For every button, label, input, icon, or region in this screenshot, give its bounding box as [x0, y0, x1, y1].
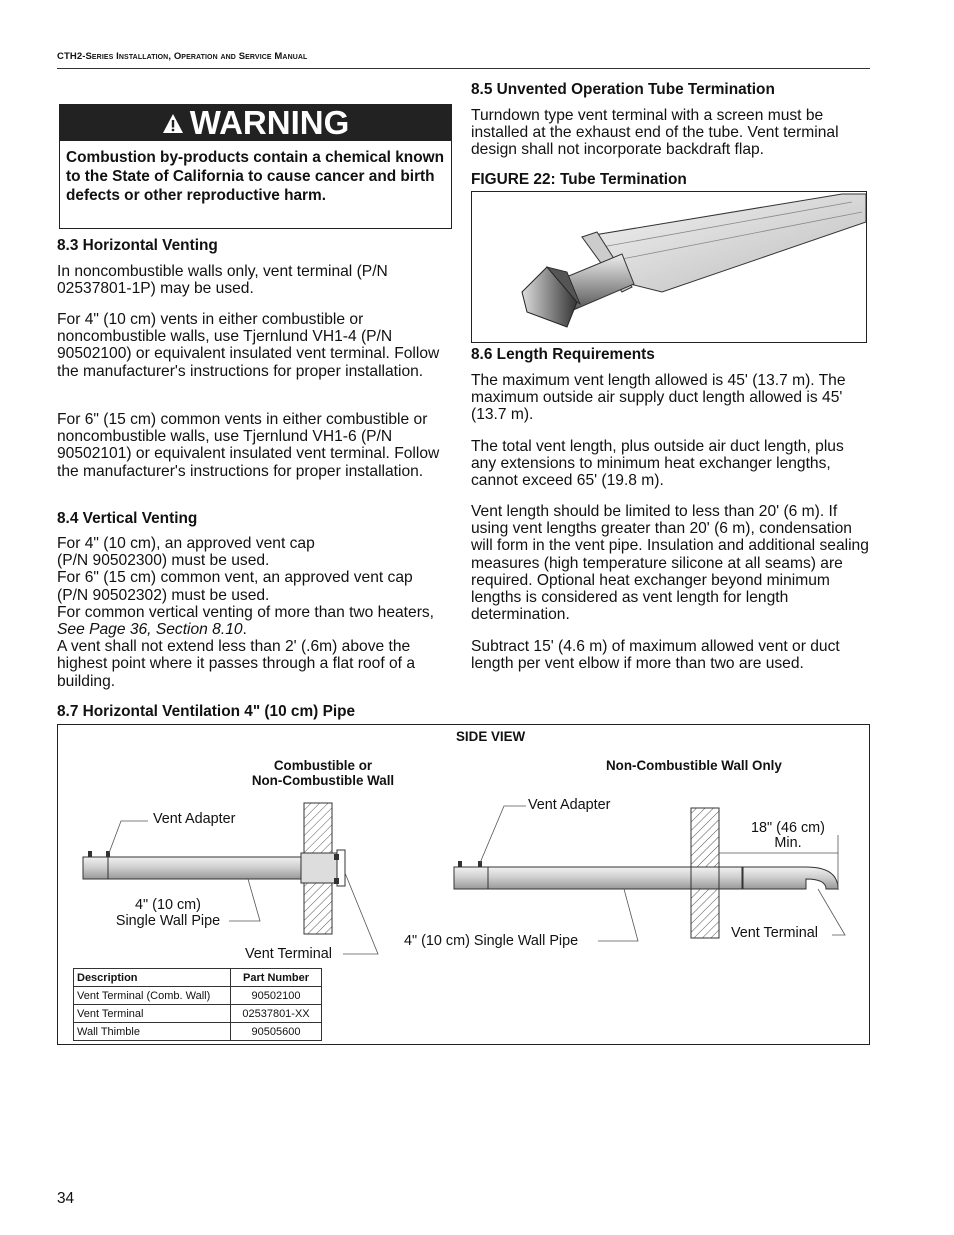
heading-8-7: 8.7 Horizontal Ventilation 4" (10 cm) Pipe — [57, 703, 356, 720]
sec85-paragraph: Turndown type vent terminal with a screen must be installed at the exhaust end of the tube. Vent terminal design shall not incorporate backdraft flap. — [471, 107, 839, 159]
sec84-line-5-text: For common vertical venting of more than two heaters, — [57, 603, 435, 621]
right-pipe-label: 4" (10 cm) Single Wall Pipe — [404, 933, 579, 949]
table-cell-description: Vent Terminal — [74, 1005, 231, 1023]
left-title-line-2: Non-Combustible Wall — [251, 773, 395, 788]
table-row — [74, 1023, 322, 1041]
sec84-line-2: (P/N 90502300) must be used. — [57, 552, 270, 570]
parts-table-header-description: Description — [74, 969, 231, 987]
table-cell-part-number: 90502100 — [231, 987, 322, 1005]
table-cell-part-number: 02537801-XX — [231, 1005, 322, 1023]
left-vent-terminal-label: Vent Terminal — [245, 946, 332, 962]
table-cell-description: Vent Terminal (Comb. Wall) — [74, 987, 231, 1005]
warning-text: Combustion by-products contain a chemical known to the State of California to cause cancer and birth defects or other reproductive harm. — [66, 149, 444, 204]
clearance-dimension-label — [742, 821, 834, 851]
heading-8-3: 8.3 Horizontal Venting — [57, 237, 218, 254]
figure-22-tube-termination — [471, 191, 867, 343]
parts-table-header-row — [74, 969, 322, 987]
header-rule — [57, 68, 870, 69]
side-view-label: SIDE VIEW — [456, 729, 526, 744]
sec86-paragraph-3: Vent length should be limited to less than 20' (6 m). If using vent lengths greater than 20' (6 m), condensation will form in the vent pipe. Insulation and additional sealing measures (high temperature silicone at all seams) are required. Optional heat exchanger beyond minimum lengths is considered as vent length for length determination. — [471, 503, 869, 624]
table-row — [74, 1005, 322, 1023]
right-vent-terminal-label: Vent Terminal — [731, 925, 818, 941]
sec86-paragraph-4: Subtract 15' (4.6 m) of maximum allowed vent or duct length per vent elbow if more than two are used. — [471, 638, 840, 673]
right-diagram-title: Non-Combustible Wall Only — [606, 758, 782, 773]
sec84-body — [57, 535, 452, 690]
warning-triangle-icon — [162, 113, 184, 134]
sec83-paragraph-2: For 4" (10 cm) vents in either combustible or noncombustible walls, use Tjernlund VH1-4 (P/N 90502100) or equivalent insulated vent terminal. Follow the manufacturer's instructions for proper installation. — [57, 311, 440, 380]
sec86-paragraph-2: The total vent length, plus outside air duct length, plus any extensions to minimum heat exchanger lengths, cannot exceed 65' (19.8 m). — [471, 438, 844, 490]
figure-22-caption: FIGURE 22: Tube Termination — [471, 171, 687, 188]
tube-termination-illustration — [472, 192, 866, 342]
cross-reference-link[interactable]: See Page 36, Section 8.10 — [57, 621, 243, 639]
clearance-dimension-line-1: 18" (46 cm) — [751, 820, 825, 836]
left-title-line-1: Combustible or — [273, 758, 373, 773]
heading-8-5: 8.5 Unvented Operation Tube Termination — [471, 81, 775, 98]
left-vent-adapter-label: Vent Adapter — [153, 811, 236, 827]
left-pipe-label — [108, 897, 228, 929]
sec84-line-5-end: . — [242, 621, 247, 639]
heading-8-6: 8.6 Length Requirements — [471, 346, 655, 363]
page-number: 34 — [57, 1190, 75, 1207]
sec83-paragraph-3: For 6" (15 cm) common vents in either combustible or noncombustible walls, use Tjernlund VH1-6 (P/N 90502101) or equivalent insulated vent terminal. Follow the manufacturer's instructions for proper installation. — [57, 411, 440, 480]
table-cell-description: Wall Thimble — [74, 1023, 231, 1041]
sec83-paragraph-1: In noncombustible walls only, vent terminal (P/N 02537801-1P) may be used. — [57, 263, 388, 298]
warning-banner — [60, 105, 451, 141]
running-header: CTH2-Series Installation, Operation and Service Manual — [57, 51, 308, 62]
sec84-line-5 — [57, 604, 452, 638]
sec86-paragraph-1: The maximum vent length allowed is 45' (13.7 m). The maximum outside air supply duct length allowed is 45' (13.7 m). — [471, 372, 846, 424]
warning-box — [59, 104, 452, 229]
clearance-dimension-line-2: Min. — [774, 835, 802, 851]
heading-8-4: 8.4 Vertical Venting — [57, 510, 198, 527]
table-cell-part-number: 90505600 — [231, 1023, 322, 1041]
sec84-line-4: (P/N 90502302) must be used. — [57, 586, 270, 604]
parts-table-header-part-number: Part Number — [231, 969, 322, 987]
table-row — [74, 987, 322, 1005]
sec84-line-6: A vent shall not extend less than 2' (.6m) above the highest point where it passes through a flat roof of a building. — [57, 638, 416, 690]
sec84-line-3: For 6" (15 cm) common vent, an approved vent cap — [57, 569, 413, 587]
parts-table — [73, 968, 322, 1041]
right-vent-adapter-label: Vent Adapter — [528, 797, 611, 813]
horizontal-ventilation-diagram — [57, 724, 870, 1045]
warning-label: WARNING — [189, 104, 350, 141]
left-pipe-label-line-2: Single Wall Pipe — [115, 913, 221, 929]
sec84-line-1: For 4" (10 cm), an approved vent cap — [57, 535, 315, 552]
left-pipe-label-line-1: 4" (10 cm) — [135, 897, 201, 913]
